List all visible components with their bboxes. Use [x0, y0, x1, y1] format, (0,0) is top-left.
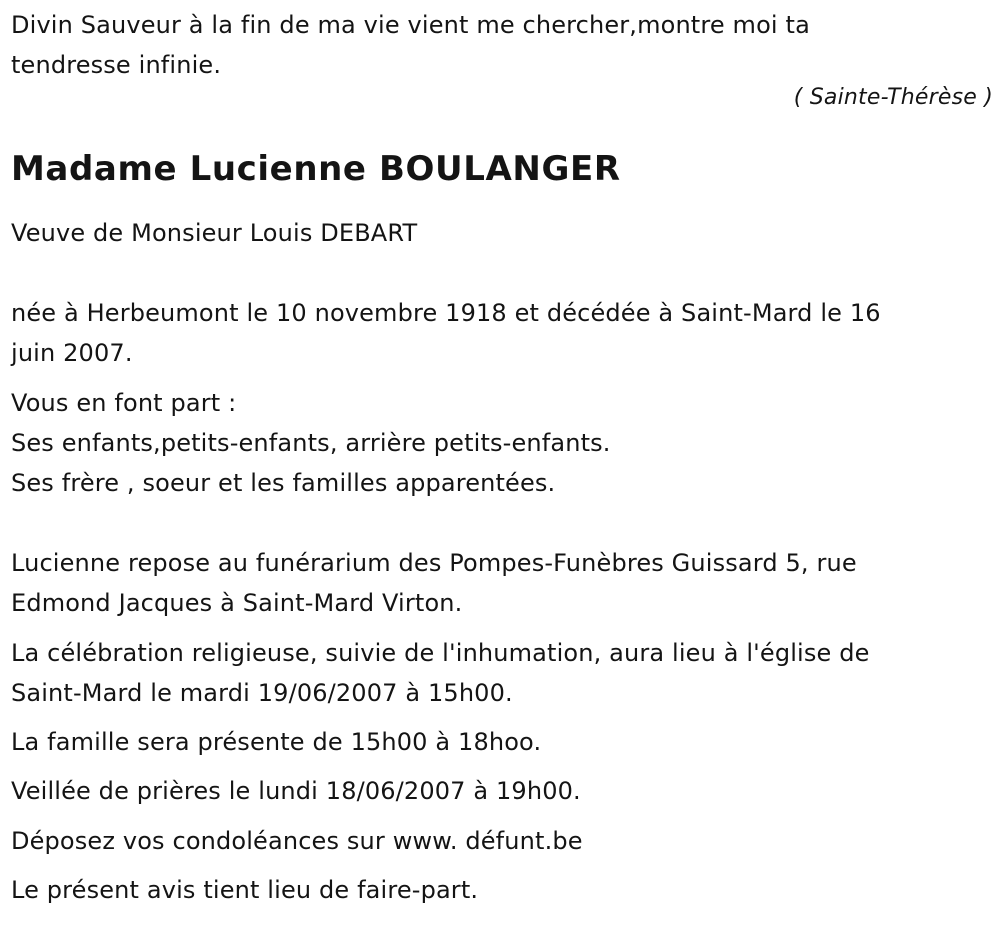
widow-of-text: Veuve de Monsieur Louis DEBART: [11, 219, 418, 247]
quote-attribution: ( Sainte-Thérèse ): [793, 85, 993, 110]
family-presence-text: La famille sera présente de 15h00 à 18hoo.: [11, 728, 542, 756]
children-text: Ses enfants,petits-enfants, arrière petits-enfants.: [11, 429, 611, 457]
opening-quote: [11, 5, 911, 85]
quote-line-2: tendresse infinie.: [11, 51, 222, 79]
notice-text: Le présent avis tient lieu de faire-part.: [11, 876, 479, 904]
birth-death-line-2: juin 2007.: [11, 339, 133, 367]
deceased-name: Madame Lucienne BOULANGER: [11, 148, 621, 189]
ceremony-paragraph: [11, 633, 971, 713]
prayer-vigil-text: Veillée de prières le lundi 18/06/2007 à 19h00.: [11, 777, 581, 805]
birth-death-paragraph: [11, 293, 971, 373]
repose-line-2: Edmond Jacques à Saint-Mard Virton.: [11, 589, 463, 617]
siblings-text: Ses frère , soeur et les familles apparentées.: [11, 469, 556, 497]
announcement-intro: Vous en font part :: [11, 389, 237, 417]
birth-death-line-1: née à Herbeumont le 10 novembre 1918 et décédée à Saint-Mard le 16: [11, 299, 881, 327]
repose-paragraph: [11, 543, 971, 623]
ceremony-line-1: La célébration religieuse, suivie de l'inhumation, aura lieu à l'église de: [11, 639, 870, 667]
obituary-notice: [11, 0, 993, 926]
quote-line-1: Divin Sauveur à la fin de ma vie vient me chercher,montre moi ta: [11, 11, 810, 39]
repose-line-1: Lucienne repose au funérarium des Pompes-Funèbres Guissard 5, rue: [11, 549, 857, 577]
condolences-text: Déposez vos condoléances sur www. défunt.be: [11, 827, 583, 855]
ceremony-line-2: Saint-Mard le mardi 19/06/2007 à 15h00.: [11, 679, 513, 707]
family-announcement: [11, 383, 971, 503]
